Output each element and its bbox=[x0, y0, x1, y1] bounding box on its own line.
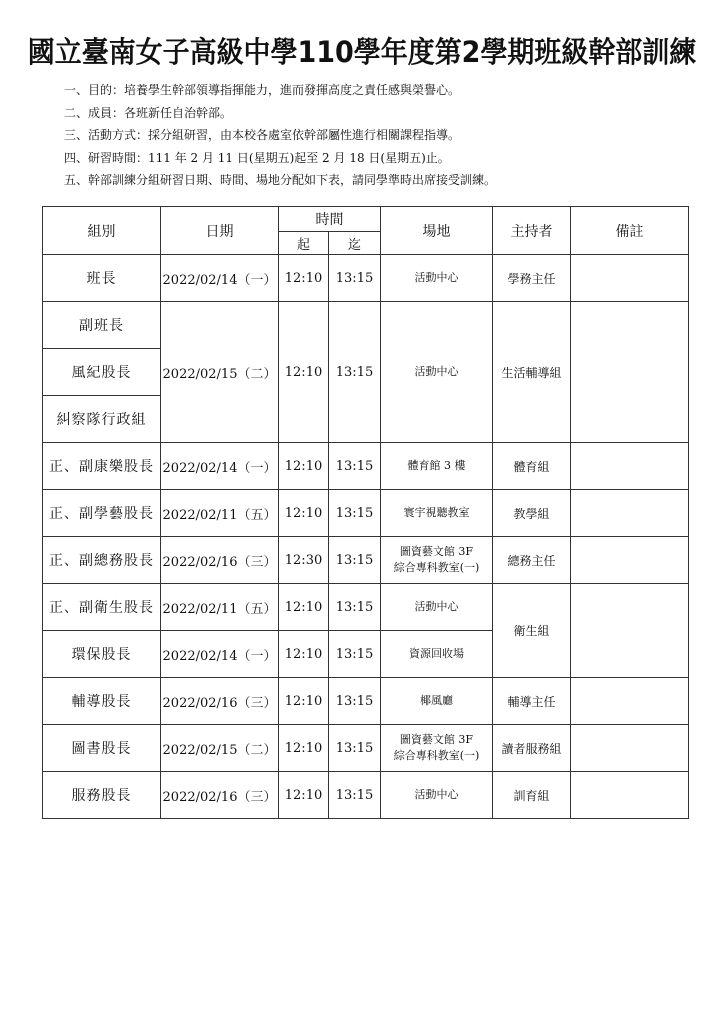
date-cell: 2022/02/14（一） bbox=[161, 631, 279, 678]
header-time: 時間 bbox=[279, 207, 381, 232]
page-title: 國立臺南女子高級中學110學年度第2學期班級幹部訓練 bbox=[27, 35, 697, 69]
venue-cell: 活動中心 bbox=[381, 302, 493, 443]
end-time-cell: 13:15 bbox=[329, 443, 381, 490]
start-time-cell: 12:10 bbox=[279, 725, 329, 772]
end-time-cell: 13:15 bbox=[329, 678, 381, 725]
venue-line-1: 圖資藝文館 3F bbox=[399, 545, 474, 558]
intro-purpose: 一、目的：培養學生幹部領導指揮能力，進而發揮高度之責任感與榮譽心。 bbox=[64, 83, 461, 97]
header-group: 組別 bbox=[43, 207, 161, 255]
notes-cell bbox=[571, 302, 689, 443]
end-time-cell: 13:15 bbox=[329, 537, 381, 584]
intro-period: 四、研習時間：111 年 2 月 11 日(星期五)起至 2 月 18 日(星期五)止。 bbox=[64, 150, 450, 165]
table-row bbox=[43, 443, 689, 490]
group-cell: 正、副總務股長 bbox=[43, 537, 161, 584]
host-cell: 體育組 bbox=[493, 443, 571, 490]
table-row bbox=[43, 772, 689, 819]
start-time-cell: 12:10 bbox=[279, 584, 329, 631]
end-time-cell: 13:15 bbox=[329, 584, 381, 631]
venue-cell: 體育館 3 樓 bbox=[381, 443, 493, 490]
venue-cell: 活動中心 bbox=[381, 772, 493, 819]
group-cell: 環保股長 bbox=[43, 631, 161, 678]
table-row bbox=[43, 584, 689, 631]
start-time-cell: 12:10 bbox=[279, 302, 329, 443]
date-cell: 2022/02/11（五） bbox=[161, 490, 279, 537]
start-time-cell: 12:10 bbox=[279, 772, 329, 819]
start-time-cell: 12:10 bbox=[279, 443, 329, 490]
group-cell: 糾察隊行政組 bbox=[43, 396, 161, 443]
venue-cell: 椰風廳 bbox=[381, 678, 493, 725]
date-cell: 2022/02/16（三） bbox=[161, 678, 279, 725]
venue-line-2: 綜合專科教室(一) bbox=[393, 749, 480, 762]
header-date: 日期 bbox=[161, 207, 279, 255]
intro-section bbox=[64, 79, 704, 192]
intro-members: 二、成員：各班新任自治幹部。 bbox=[64, 105, 233, 120]
group-cell: 副班長 bbox=[43, 302, 161, 349]
host-cell: 學務主任 bbox=[493, 255, 571, 302]
table-row bbox=[43, 302, 689, 349]
venue-line-1: 圖資藝文館 3F bbox=[399, 733, 474, 746]
end-time-cell: 13:15 bbox=[329, 255, 381, 302]
group-cell: 服務股長 bbox=[43, 772, 161, 819]
header-notes: 備註 bbox=[571, 207, 689, 255]
group-cell: 輔導股長 bbox=[43, 678, 161, 725]
notes-cell bbox=[571, 725, 689, 772]
group-cell: 正、副康樂股長 bbox=[43, 443, 161, 490]
notes-cell bbox=[571, 255, 689, 302]
group-cell: 風紀股長 bbox=[43, 349, 161, 396]
table-row bbox=[43, 725, 689, 772]
venue-cell: 資源回收場 bbox=[381, 631, 493, 678]
table-row bbox=[43, 537, 689, 584]
start-time-cell: 12:30 bbox=[279, 537, 329, 584]
end-time-cell: 13:15 bbox=[329, 302, 381, 443]
end-time-cell: 13:15 bbox=[329, 490, 381, 537]
host-cell: 衛生組 bbox=[493, 584, 571, 678]
date-cell: 2022/02/16（三） bbox=[161, 772, 279, 819]
notes-cell bbox=[571, 678, 689, 725]
group-cell: 正、副衛生股長 bbox=[43, 584, 161, 631]
notes-cell bbox=[571, 537, 689, 584]
header-host: 主持者 bbox=[493, 207, 571, 255]
header-row bbox=[43, 207, 689, 232]
date-cell: 2022/02/15（二） bbox=[161, 302, 279, 443]
host-cell: 訓育組 bbox=[493, 772, 571, 819]
intro-schedule-note: 五、幹部訓練分組研習日期、時間、場地分配如下表，請同學準時出席接受訓練。 bbox=[64, 173, 497, 187]
header-venue: 場地 bbox=[381, 207, 493, 255]
venue-line-2: 綜合專科教室(一) bbox=[393, 561, 480, 574]
venue-cell: 寰宇視聽教室 bbox=[381, 490, 493, 537]
table-row bbox=[43, 490, 689, 537]
date-cell: 2022/02/11（五） bbox=[161, 584, 279, 631]
intro-method: 三、活動方式：採分組研習，由本校各處室依幹部屬性進行相關課程指導。 bbox=[64, 128, 461, 142]
start-time-cell: 12:10 bbox=[279, 631, 329, 678]
host-cell: 讀者服務組 bbox=[493, 725, 571, 772]
date-cell: 2022/02/15（二） bbox=[161, 725, 279, 772]
host-cell: 教學組 bbox=[493, 490, 571, 537]
notes-cell bbox=[571, 443, 689, 490]
notes-cell bbox=[571, 772, 689, 819]
date-cell: 2022/02/14（一） bbox=[161, 255, 279, 302]
start-time-cell: 12:10 bbox=[279, 255, 329, 302]
group-cell: 正、副學藝股長 bbox=[43, 490, 161, 537]
date-cell: 2022/02/16（三） bbox=[161, 537, 279, 584]
group-cell: 圖書股長 bbox=[43, 725, 161, 772]
venue-cell bbox=[381, 537, 493, 584]
notes-cell bbox=[571, 584, 689, 678]
end-time-cell: 13:15 bbox=[329, 725, 381, 772]
venue-cell: 活動中心 bbox=[381, 584, 493, 631]
venue-cell: 活動中心 bbox=[381, 255, 493, 302]
start-time-cell: 12:10 bbox=[279, 490, 329, 537]
table-row bbox=[43, 255, 689, 302]
start-time-cell: 12:10 bbox=[279, 678, 329, 725]
host-cell: 生活輔導組 bbox=[493, 302, 571, 443]
venue-cell bbox=[381, 725, 493, 772]
schedule-table bbox=[42, 206, 689, 819]
end-time-cell: 13:15 bbox=[329, 772, 381, 819]
date-cell: 2022/02/14（一） bbox=[161, 443, 279, 490]
host-cell: 總務主任 bbox=[493, 537, 571, 584]
host-cell: 輔導主任 bbox=[493, 678, 571, 725]
header-start: 起 bbox=[279, 232, 329, 255]
end-time-cell: 13:15 bbox=[329, 631, 381, 678]
header-end: 迄 bbox=[329, 232, 381, 255]
notes-cell bbox=[571, 490, 689, 537]
group-cell: 班長 bbox=[43, 255, 161, 302]
table-row bbox=[43, 678, 689, 725]
